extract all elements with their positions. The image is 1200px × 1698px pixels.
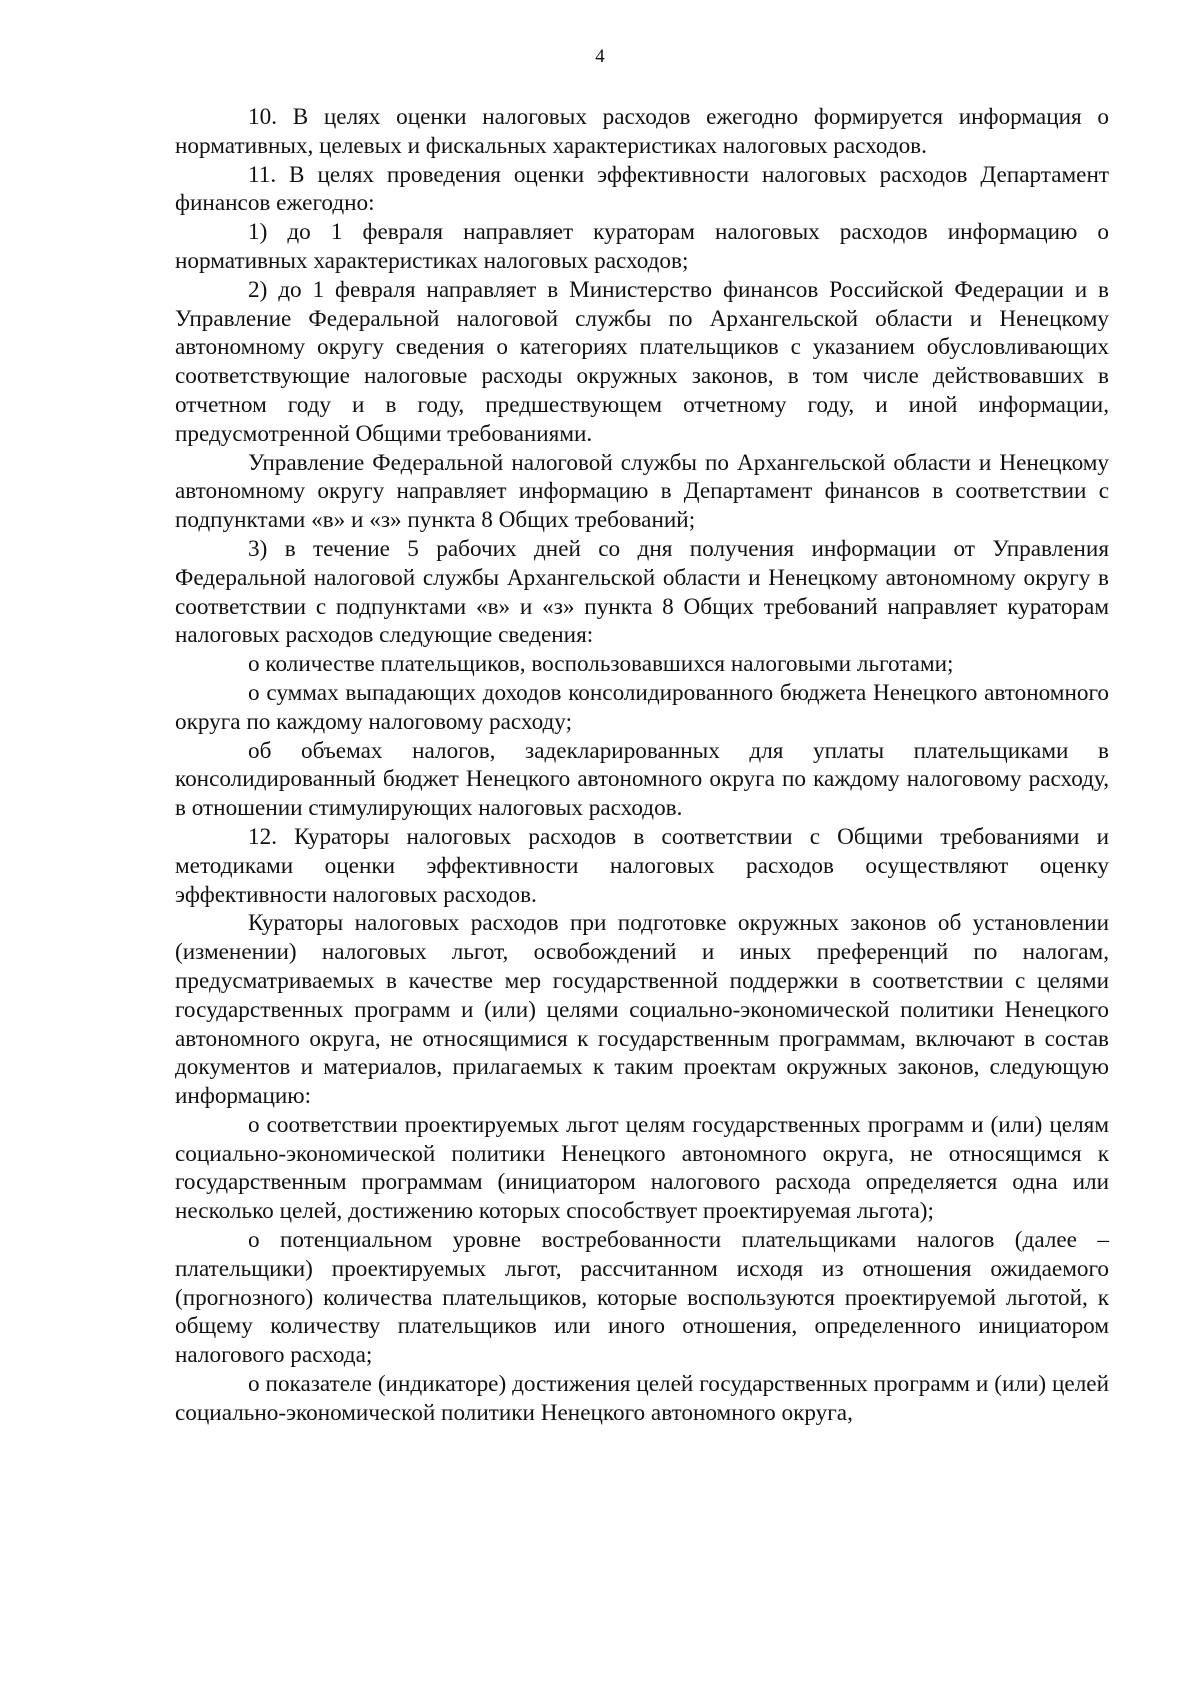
paragraph-10: 10. В целях оценки налоговых расходов ежегодно формируется информация о нормативных, целевых и фискальных характеристиках налоговых расходов. [175,104,1109,159]
paragraph-11-item-2: 2) до 1 февраля направляет в Министерство финансов Российской Федерации и в Управление Федеральной налоговой службы по Архангельской области и Ненецкому автономному округу сведения о категориях плательщиков с указанием обусловливающих соответствующие налоговые расходы окружных законов, в том числе действовавших в отчетном году и в году, предшествующем отчетному году, и иной информации, предусмотренной Общими требованиями. [175,276,1109,447]
paragraph-curators-laws: Кураторы налоговых расходов при подготовке окружных законов об установлении (изменении) налоговых льгот, освобождений и иных преференций по налогам, предусматриваемых в качестве мер государственной поддержки в соответствии с целями государственных программ и (или) целями социально-экономической политики Ненецкого автономного округа, не относящимися к государственным программам, включают в состав документов и материалов, прилагаемых к таким проектам окружных законов, следующую информацию: [175,910,1109,1110]
paragraph-lost-revenue: о суммах выпадающих доходов консолидированного бюджета Ненецкого автономного округа по каждому налоговому расходу; [175,679,1109,735]
paragraph-11: 11. В целях проведения оценки эффективности налоговых расходов Департамент финансов ежегодно: [175,161,1109,217]
paragraph-12: 12. Кураторы налоговых расходов в соответствии с Общими требованиями и методиками оценки эффективности налоговых расходов осуществляют оценку эффективности налоговых расходов. [175,823,1109,908]
paragraph-declared-taxes: об объемах налогов, задекларированных для уплаты плательщиками в консолидированный бюджет Ненецкого автономного округа по каждому налоговому расходу, в отношении стимулирующих налоговых расходов. [175,737,1109,822]
paragraph-11-item-3: 3) в течение 5 рабочих дней со дня получения информации от Управления Федеральной налоговой службы Архангельской области и Ненецкому автономному округу в соответствии с подпунктами «в» и «з» пункта 8 Общих требований направляет кураторам налоговых расходов следующие сведения: [175,535,1109,649]
page-number: 4 [595,46,605,67]
paragraph-demand-level: о потенциальном уровне востребованности плательщиками налогов (далее – плательщики) проектируемых льгот, рассчитанном исходя из отношения ожидаемого (прогнозного) количества плательщиков, которые воспользуются проектируемой льготой, к общему количеству плательщиков или иного отношения, определенного инициатором налогового расхода; [175,1227,1109,1369]
paragraph-indicator: о показателе (индикаторе) достижения целей государственных программ и (или) целей социально-экономической политики Ненецкого автономного округа, [175,1371,1109,1426]
paragraph-fns-info: Управление Федеральной налоговой службы по Архангельской области и Ненецкому автономному округу направляет информацию в Департамент финансов в соответствии с подпунктами «в» и «з» пункта 8 Общих требований; [175,449,1109,534]
paragraph-payers-count: о количестве плательщиков, воспользовавшихся налоговыми льготами; [248,651,954,678]
paragraph-11-item-1: 1) до 1 февраля направляет кураторам налоговых расходов информацию о нормативных характеристиках налоговых расходов; [175,219,1109,274]
document-body [175,103,1109,1428]
paragraph-goals-compliance: о соответствии проектируемых льгот целям государственных программ и (или) целям социально-экономической политики Ненецкого автономного округа, не относящимся к государственным программам (инициатором налогового расхода определяется одна или несколько целей, достижению которых способствует проектируемая льгота); [175,1111,1109,1225]
